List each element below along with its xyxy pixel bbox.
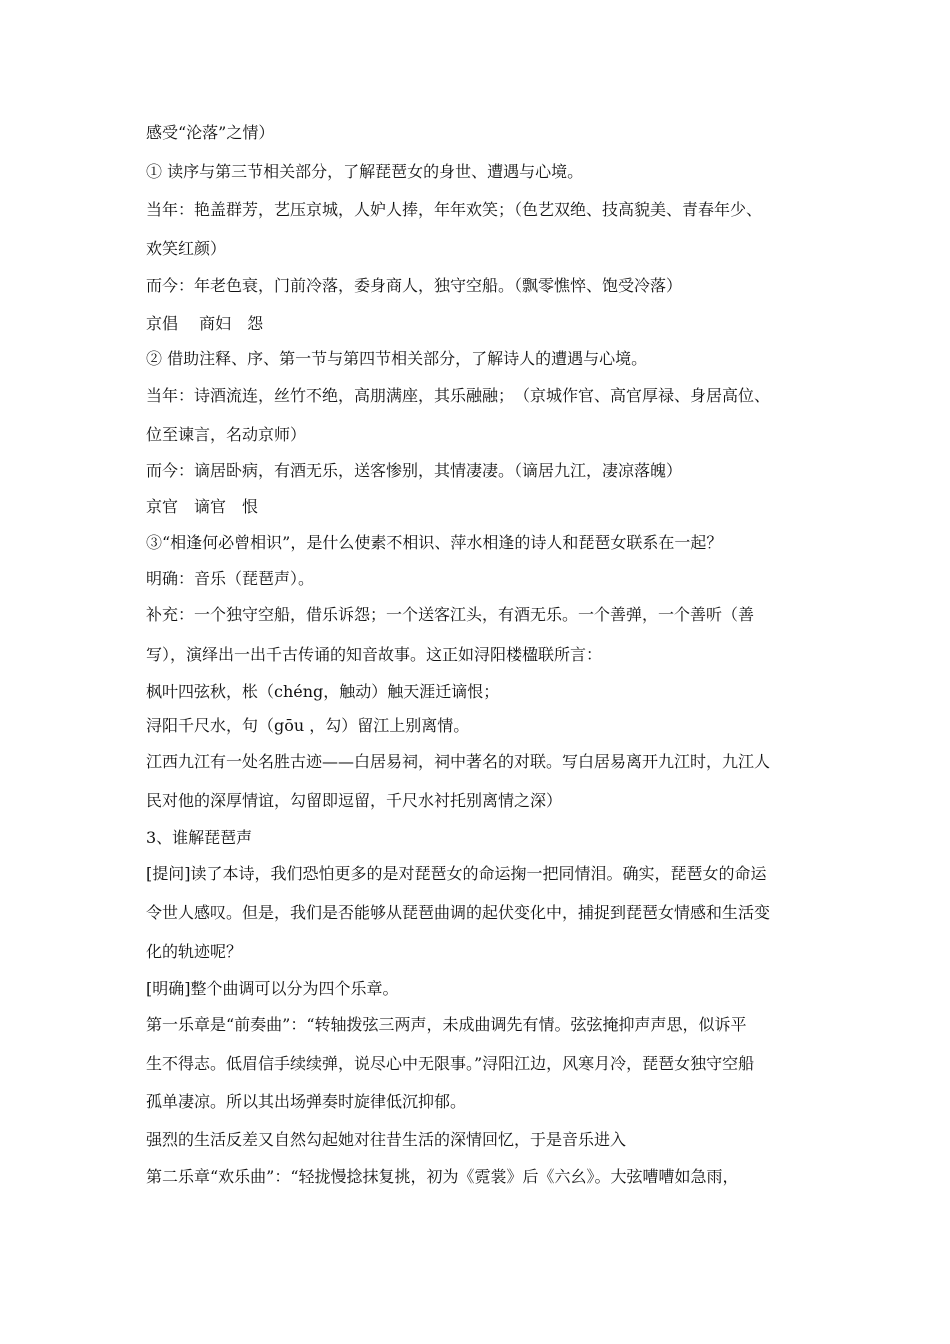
text-line: [提问]读了本诗，我们恐怕更多的是对琵琶女的命运掬一把同情泪。确实，琵琶女的命运	[146, 864, 767, 883]
text-line: ② 借助注释、序、第一节与第四节相关部分，了解诗人的遭遇与心境。	[146, 349, 648, 368]
text-line: ① 读序与第三节相关部分，了解琵琶女的身世、遭遇与心境。	[146, 162, 584, 181]
text-line: 京倡 商妇 怨	[146, 314, 264, 333]
text-line: 当年：艳盖群芳，艺压京城，人妒人捧，年年欢笑；（色艺双绝、技高貌美、青春年少、	[146, 200, 763, 219]
text-line: 位至谏言，名动京师）	[146, 425, 307, 444]
text-line: 孤单凄凉。所以其出场弹奏时旋律低沉抑郁。	[146, 1092, 467, 1111]
text-line: [明确]整个曲调可以分为四个乐章。	[146, 979, 399, 998]
text-line: 化的轨迹呢？	[146, 942, 243, 961]
text-line: 第一乐章是“前奏曲”：“转轴拨弦三两声，未成曲调先有情。弦弦掩抑声声思，似诉平	[146, 1015, 747, 1034]
text-line: 当年：诗酒流连，丝竹不绝，高朋满座，其乐融融； （京城作官、高官厚禄、身居高位、	[146, 386, 771, 405]
text-line: 第二乐章“欢乐曲”：“轻拢慢捻抹复挑，初为《霓裳》后《六幺》。大弦嘈嘈如急雨，	[146, 1167, 739, 1186]
text-line: 民对他的深厚情谊，勾留即逗留，千尺水衬托别离情之深）	[146, 791, 563, 810]
text-line: 补充：一个独守空船，借乐诉怨；一个送客江头，有酒无乐。一个善弹，一个善听（善	[146, 605, 755, 624]
text-line: 浔阳千尺水，句（gōu ，勾）留江上别离情。	[146, 716, 470, 735]
text-line: 京官 谪官 恨	[146, 497, 259, 516]
text-line: 欢笑红颜）	[146, 239, 227, 258]
text-line: 江西九江有一处名胜古迹——白居易祠，祠中著名的对联。写白居易离开九江时，九江人	[146, 752, 771, 771]
text-line: 而今：年老色衰，门前冷落，委身商人，独守空船。（飘零憔悴、饱受冷落）	[146, 276, 683, 295]
text-line: 生不得志。低眉信手续续弹，说尽心中无限事。”浔阳江边，风寒月冷，琵琶女独守空船	[146, 1054, 755, 1073]
text-line: 而今：谪居卧病，有酒无乐，送客惨别，其情凄凄。（谪居九江，凄凉落魄）	[146, 461, 683, 480]
text-line: 写），演绎出一出千古传诵的知音故事。这正如浔阳楼楹联所言：	[146, 645, 603, 664]
section-heading: 3、谁解琵琶声	[146, 828, 253, 847]
text-line: 强烈的生活反差又自然勾起她对往昔生活的深情回忆，于是音乐进入	[146, 1130, 627, 1149]
text-line: 令世人感叹。但是，我们是否能够从琵琶曲调的起伏变化中，捕捉到琵琶女情感和生活变	[146, 903, 771, 922]
text-line: 明确：音乐（琵琶声）。	[146, 569, 315, 588]
text-line: ③“相逢何必曾相识”，是什么使素不相识、萍水相逢的诗人和琵琶女联系在一起？	[146, 533, 723, 552]
text-line: 枫叶四弦秋，枨（chéng，触动）触天涯迁谪恨；	[146, 682, 500, 701]
text-line: 感受“沦落”之情）	[146, 123, 275, 142]
